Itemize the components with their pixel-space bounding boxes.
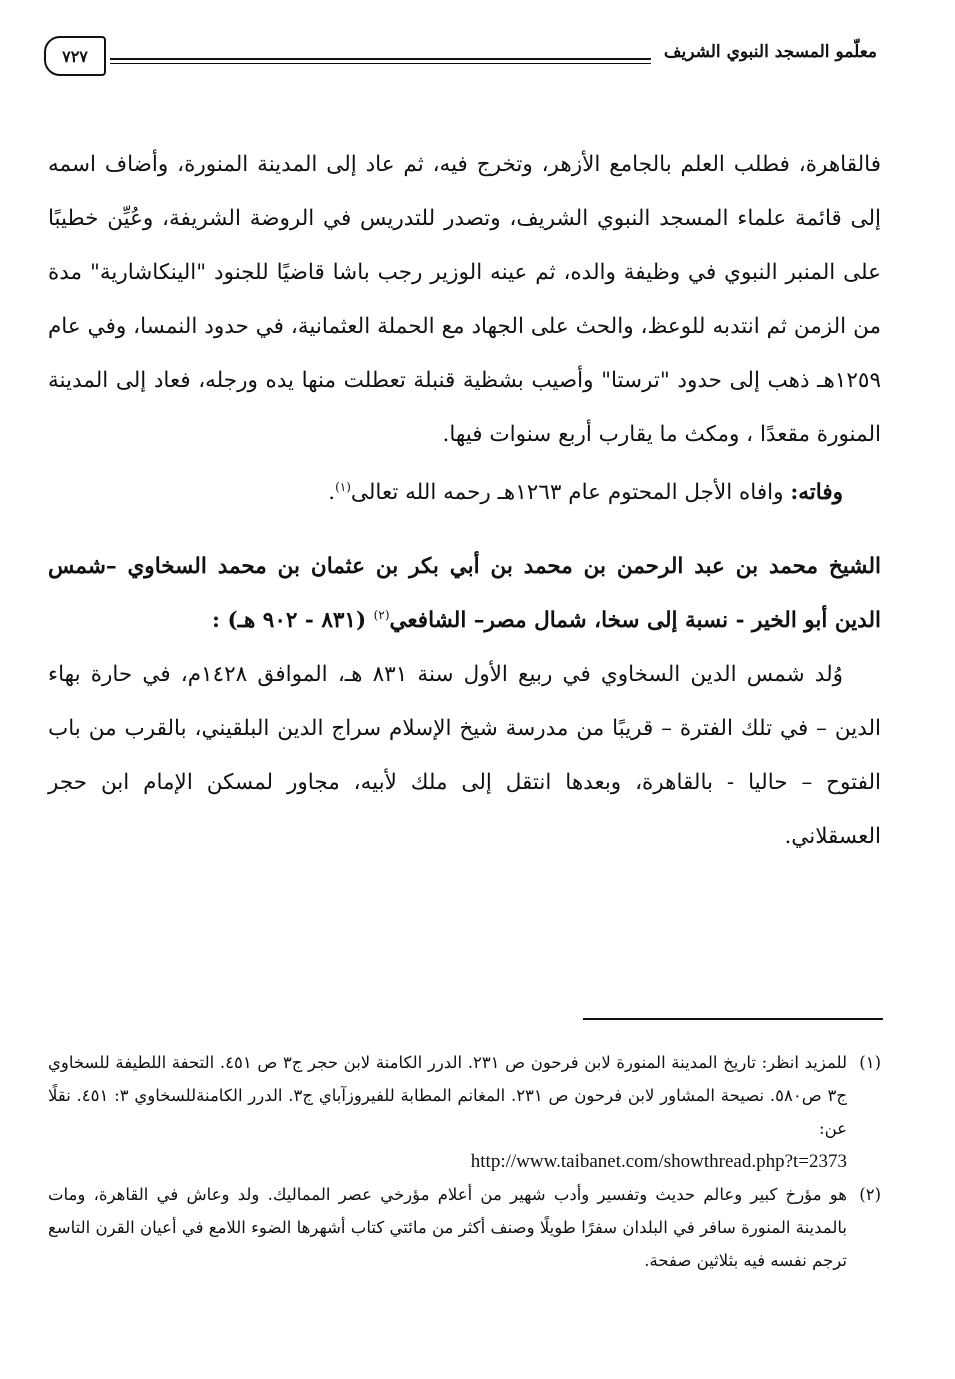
footnote-1 xyxy=(48,1046,881,1178)
main-text xyxy=(48,138,881,864)
paragraph-sakhawi xyxy=(48,648,881,864)
footnote-2 xyxy=(48,1178,881,1277)
running-header xyxy=(44,36,877,84)
footnote-2-text: هو مؤرخ كبير وعالم حديث وتفسير وأدب شهير من أعلام مؤرخي عصر المماليك. ولد وعاش في القاهرة، ومات بالمدينة المنورة سافر في البلدان سفرًا طويلًا وصنف أكثر من مائتي كتاب أشهرها الضوء اللامع في أعيان القرن التاسع ترجم نفسه فيه بثلاثين صفحة. xyxy=(48,1185,847,1270)
footnote-1-text: للمزيد انظر: تاريخ المدينة المنورة لابن فرحون ص ٢٣١. الدرر الكامنة لابن حجر ج٣ ص ٤٥١. التحفة اللطيفة للسخاوي ج٣ ص٥٨٠. نصيحة المشاور لابن فرحون ص ٢٣١. المغانم المطابة للفيروزآباي ج٣. الدرر الكامنةللسخاوي ٣: ٤٥١. نقلًا عن: xyxy=(48,1053,847,1138)
death-label: وفاته: xyxy=(790,480,843,505)
entry-heading-dates: (٨٣١ - ٩٠٢ هـ) : xyxy=(212,608,367,633)
header-title: معلّمو المسجد النبوي الشريف xyxy=(663,42,877,62)
death-end: . xyxy=(328,480,336,505)
death-text: وافاه الأجل المحتوم عام ١٢٦٣هـ رحمه الله تعالى xyxy=(350,480,784,505)
footnote-2-number: (٢) xyxy=(859,1185,881,1204)
entry-heading-name: الشيخ محمد بن عبد الرحمن بن محمد بن أبي بكر بن عثمان بن محمد السخاوي –شمس الدين أبو الخير - نسبة إلى سخا، شمال مصر– الشافعي xyxy=(48,554,881,633)
footnotes xyxy=(48,1046,881,1277)
paragraph-sakhawi-text: وُلد شمس الدين السخاوي في ربيع الأول سنة ٨٣١ هـ، الموافق ١٤٢٨م، في حارة بهاء الدين – في تلك الفترة – قريبًا من مدرسة شيخ الإسلام سراج الدين البلقيني، بالقرب من باب الفتوح – حاليا - بالقاهرة، وبعدها انتقل إلى ملك لأبيه، مجاور لمسكن الإمام ابن حجر العسقلاني. xyxy=(48,662,881,849)
entry-heading xyxy=(48,540,881,648)
footnote-ref-2[interactable]: (٢) xyxy=(373,607,390,622)
footnote-1-url[interactable]: http://www.taibanet.com/showthread.php?t=2373 xyxy=(470,1151,847,1172)
paragraph-biography: فالقاهرة، فطلب العلم بالجامع الأزهر، وتخرج فيه، ثم عاد إلى المدينة المنورة، وأضاف اسمه إلى قائمة علماء المسجد النبوي الشريف، وتصدر للتدريس في الروضة الشريفة، وعُيِّن خطيبًا على المنبر النبوي في وظيفة والده، ثم عينه الوزير رجب باشا قاضيًا للجنود "الينكاشارية" مدة من الزمن ثم انتدبه للوعظ، والحث على الجهاد مع الحملة العثمانية، في حدود النمسا، وفي عام ١٢٥٩هـ ذهب إلى حدود "ترستا" وأصيب بشظية قنبلة تعطلت منها يده ورجله، فعاد إلى المدينة المنورة مقعدًا ، ومكث ما يقارب أربع سنوات فيها. xyxy=(48,152,881,447)
footnote-1-number: (١) xyxy=(859,1053,881,1072)
footnote-separator xyxy=(583,1018,883,1020)
page-number: ٧٢٧ xyxy=(44,36,106,76)
footnote-ref-1[interactable]: (١) xyxy=(335,479,351,494)
death-note xyxy=(48,466,881,520)
header-rule xyxy=(110,58,651,64)
